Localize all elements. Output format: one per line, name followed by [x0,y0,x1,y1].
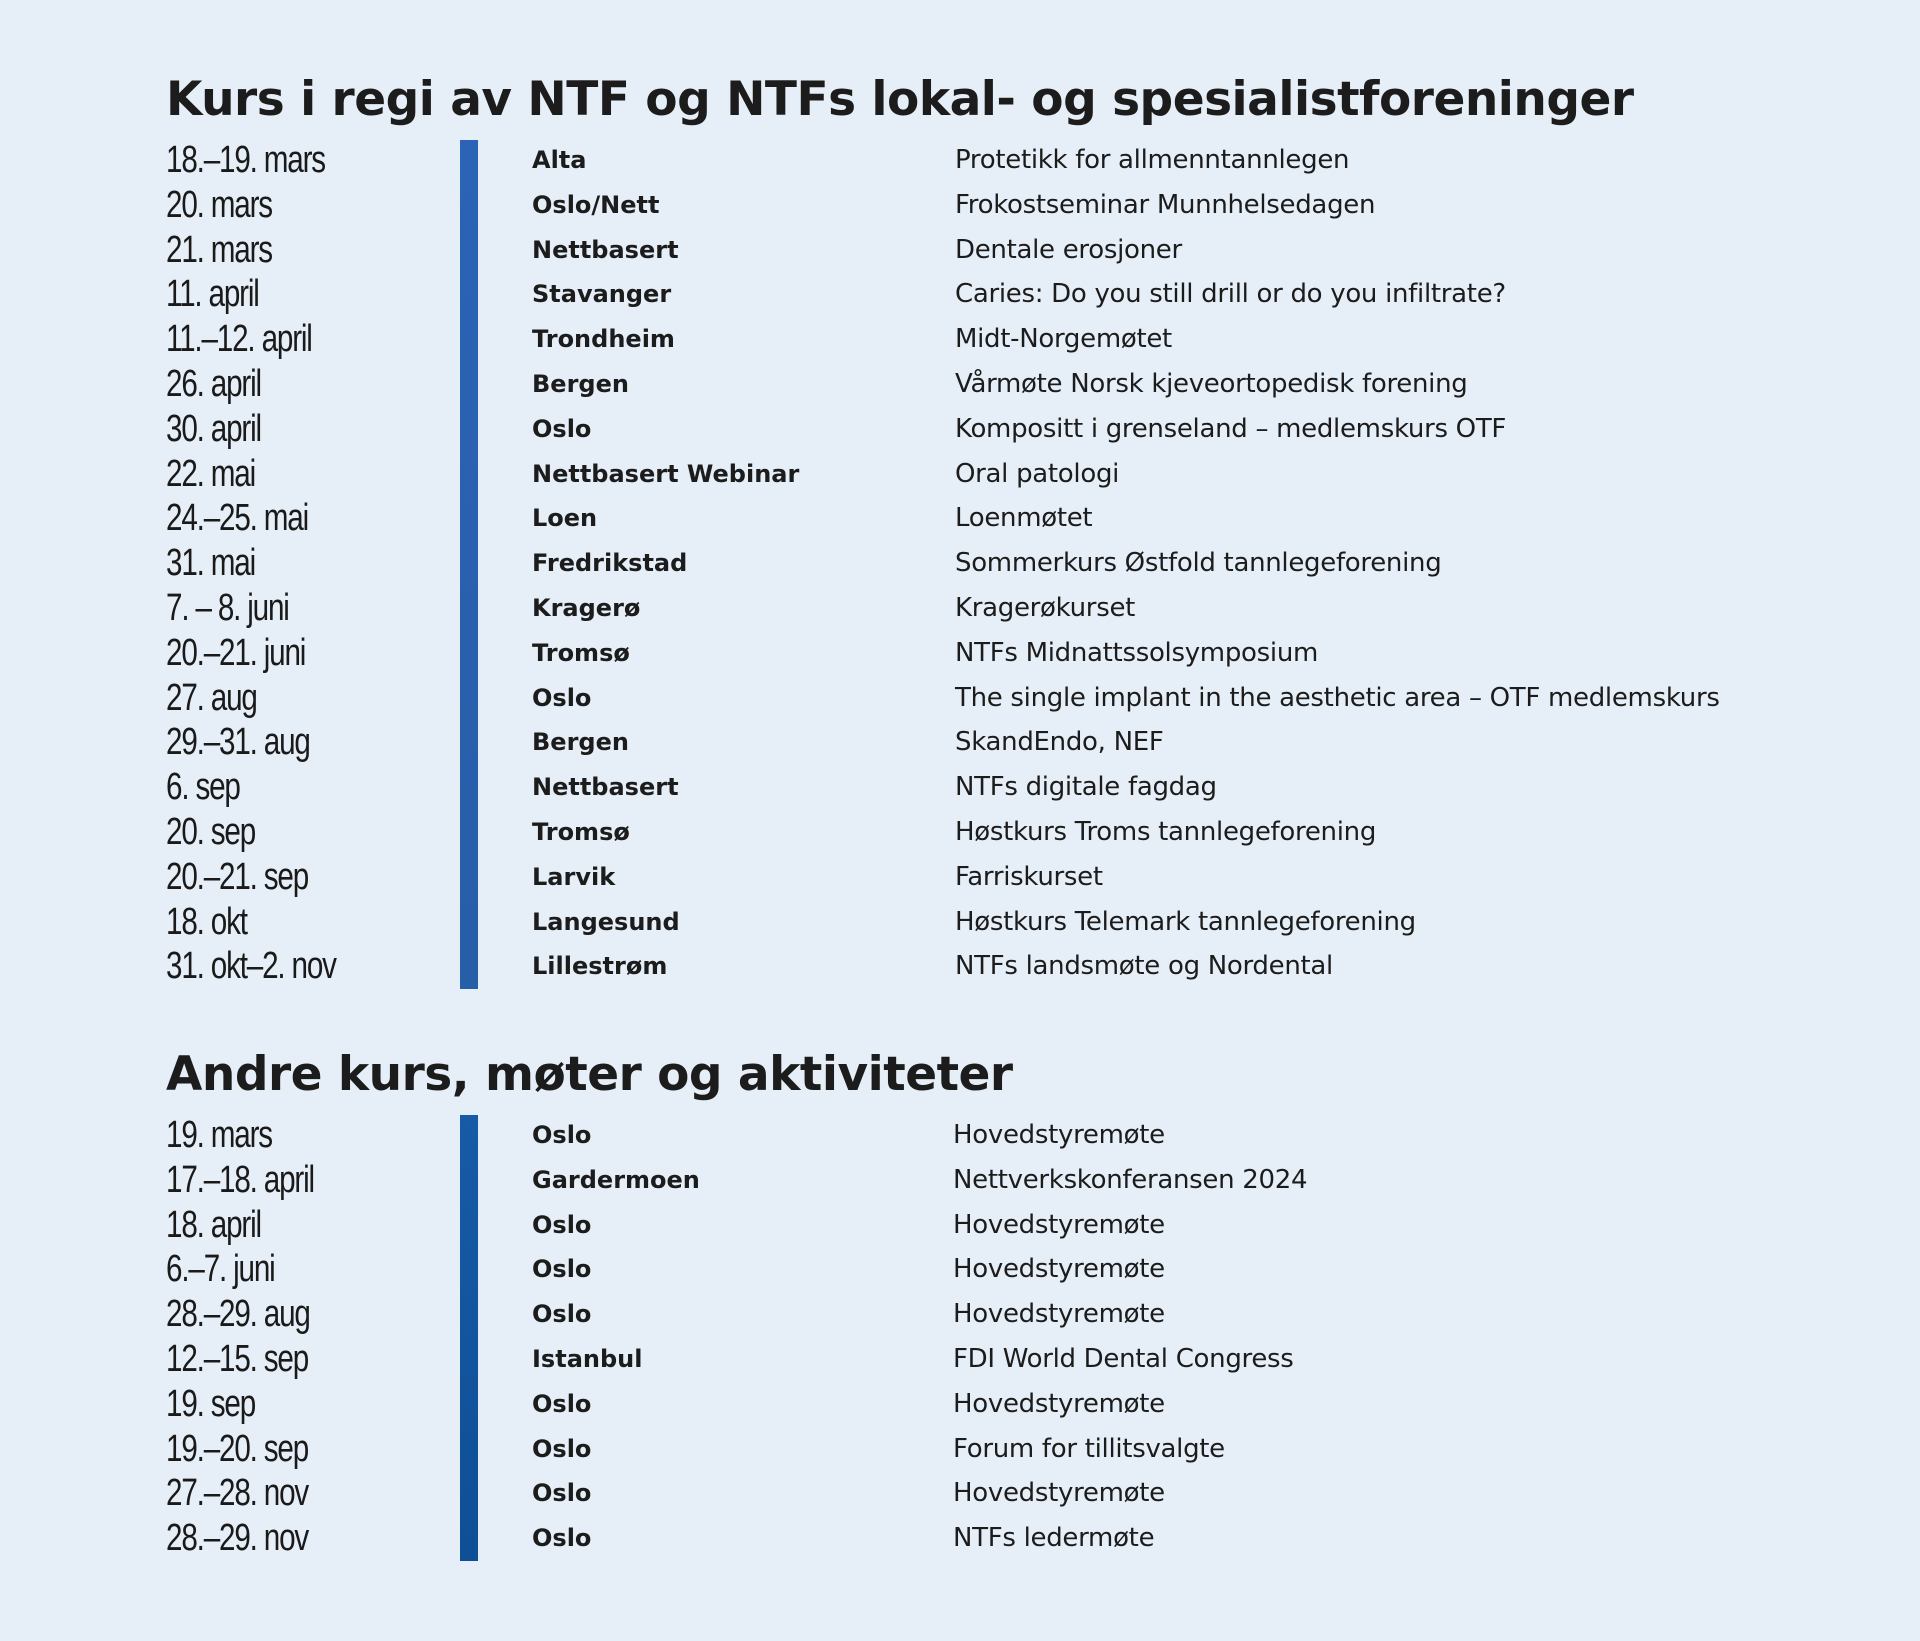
event-location: Tromsø [532,817,630,846]
event-title: Oral patologi [955,458,1120,489]
event-location: Tromsø [532,638,630,667]
event-title: Kragerøkurset [955,592,1136,623]
table-row [166,228,1766,273]
event-location: Trondheim [532,325,675,354]
event-date: 19. sep [166,1382,256,1425]
table-row [166,1113,1766,1158]
event-date: 20.–21. sep [166,855,309,898]
table-row [166,317,1766,362]
event-title: Hovedstyremøte [953,1209,1165,1240]
event-title: Loenmøtet [955,503,1093,534]
event-date: 24.–25. mai [166,497,309,540]
event-date: 18.–19. mars [166,139,325,181]
event-date: 12.–15. sep [166,1337,309,1380]
table-row [166,452,1766,497]
event-title: Høstkurs Troms tannlegeforening [955,816,1377,847]
table-row [166,765,1766,810]
table-row [166,631,1766,676]
event-location: Stavanger [532,280,672,309]
event-date: 27. aug [166,676,257,719]
table-row [166,1427,1766,1472]
event-date: 22. mai [166,452,256,495]
event-title: Hovedstyremøte [953,1254,1165,1285]
event-title: NTFs ledermøte [953,1523,1155,1554]
event-location: Oslo [532,683,592,712]
event-title: Sommerkurs Østfold tannlegeforening [955,548,1442,579]
event-date: 7. – 8. juni [166,586,289,629]
event-location: Fredrikstad [532,549,688,578]
event-date: 11. april [166,273,259,316]
event-location: Oslo [532,1389,592,1418]
event-title: Midt-Norgemøtet [955,324,1172,355]
event-date: 31. mai [166,542,256,585]
section-other-activities [166,1043,1766,1561]
event-title: NTFs Midnattssolsymposium [955,637,1319,668]
table-row [166,407,1766,452]
event-title: Farriskurset [955,861,1103,892]
event-date: 21. mars [166,228,272,271]
event-location: Langesund [532,907,680,936]
event-title: NTFs digitale fagdag [955,772,1217,803]
section-title: Andre kurs, møter og aktiviteter [166,1047,1013,1102]
event-date: 30. april [166,407,261,450]
event-location: Larvik [532,862,616,891]
event-date: 29.–31. aug [166,721,310,764]
table-row [166,183,1766,228]
event-title: Hovedstyremøte [953,1388,1165,1419]
event-location: Oslo/Nett [532,190,660,219]
event-location: Oslo [532,414,592,443]
event-title: NTFs landsmøte og Nordental [955,951,1333,982]
event-location: Istanbul [532,1344,643,1373]
table-row [166,1382,1766,1427]
event-title: Forum for tillitsvalgte [953,1433,1225,1464]
table-row [166,362,1766,407]
table-row [166,496,1766,541]
event-date: 19.–20. sep [166,1427,309,1470]
event-title: SkandEndo, NEF [955,727,1164,758]
event-title: Protetikk for allmenntannlegen [955,145,1350,175]
event-date: 28.–29. nov [166,1517,309,1560]
event-date: 18. april [166,1203,261,1246]
event-date: 27.–28. nov [166,1472,309,1515]
table-row [166,1247,1766,1292]
event-date: 20.–21. juni [166,631,306,674]
event-location: Loen [532,504,598,533]
event-title: Caries: Do you still drill or do you infiltrate? [955,279,1506,310]
table-row [166,138,1766,183]
event-date: 17.–18. april [166,1158,314,1201]
event-location: Oslo [532,1300,592,1329]
table-row [166,1158,1766,1203]
table-row [166,1337,1766,1382]
event-location: Gardermoen [532,1165,700,1194]
section-title: Kurs i regi av NTF og NTFs lokal- og spesialistforeninger [166,72,1634,127]
event-title: Hovedstyremøte [953,1478,1165,1509]
table-row [166,810,1766,855]
table-row [166,855,1766,900]
event-date: 6. sep [166,766,240,809]
event-date: 28.–29. aug [166,1293,310,1336]
table-row [166,944,1766,989]
event-location: Oslo [532,1121,592,1149]
event-location: Alta [532,146,587,174]
event-title: Dentale erosjoner [955,234,1182,265]
event-location: Oslo [532,1479,592,1508]
event-title: The single implant in the aesthetic area – OTF medlemskurs [955,682,1720,713]
event-location: Kragerø [532,593,641,622]
event-title: Vårmøte Norsk kjeveortopedisk forening [955,368,1468,399]
table-row [166,541,1766,586]
event-title: Frokostseminar Munnhelsedagen [955,189,1376,220]
section-ntf-courses [166,68,1766,989]
event-location: Lillestrøm [532,952,668,981]
event-location: Oslo [532,1210,592,1239]
event-date: 19. mars [166,1114,272,1156]
event-list [166,1113,1766,1561]
event-date: 26. april [166,362,261,405]
event-title: Hovedstyremøte [953,1299,1165,1330]
event-date: 6.–7. juni [166,1248,275,1291]
table-row [166,1292,1766,1337]
table-row [166,1203,1766,1248]
event-list [166,138,1766,989]
event-location: Nettbasert [532,235,679,264]
event-title: FDI World Dental Congress [953,1343,1294,1374]
event-location: Oslo [532,1434,592,1463]
table-row [166,1516,1766,1561]
table-row [166,720,1766,765]
event-title: Nettverkskonferansen 2024 [953,1164,1308,1195]
event-location: Nettbasert Webinar [532,459,800,488]
event-location: Oslo [532,1255,592,1284]
event-location: Nettbasert [532,773,679,802]
table-row [166,586,1766,631]
table-row [166,272,1766,317]
event-date: 31. okt–2. nov [166,945,336,988]
event-title: Kompositt i grenseland – medlemskurs OTF [955,413,1507,444]
event-date: 20. mars [166,183,272,226]
event-date: 20. sep [166,810,256,853]
table-row [166,1471,1766,1516]
event-location: Bergen [532,728,629,757]
event-date: 18. okt [166,900,247,943]
table-row [166,676,1766,721]
table-row [166,900,1766,945]
event-title: Høstkurs Telemark tannlegeforening [955,906,1416,937]
event-location: Oslo [532,1524,592,1553]
event-date: 11.–12. april [166,318,312,361]
event-location: Bergen [532,369,629,398]
event-title: Hovedstyremøte [953,1120,1165,1150]
